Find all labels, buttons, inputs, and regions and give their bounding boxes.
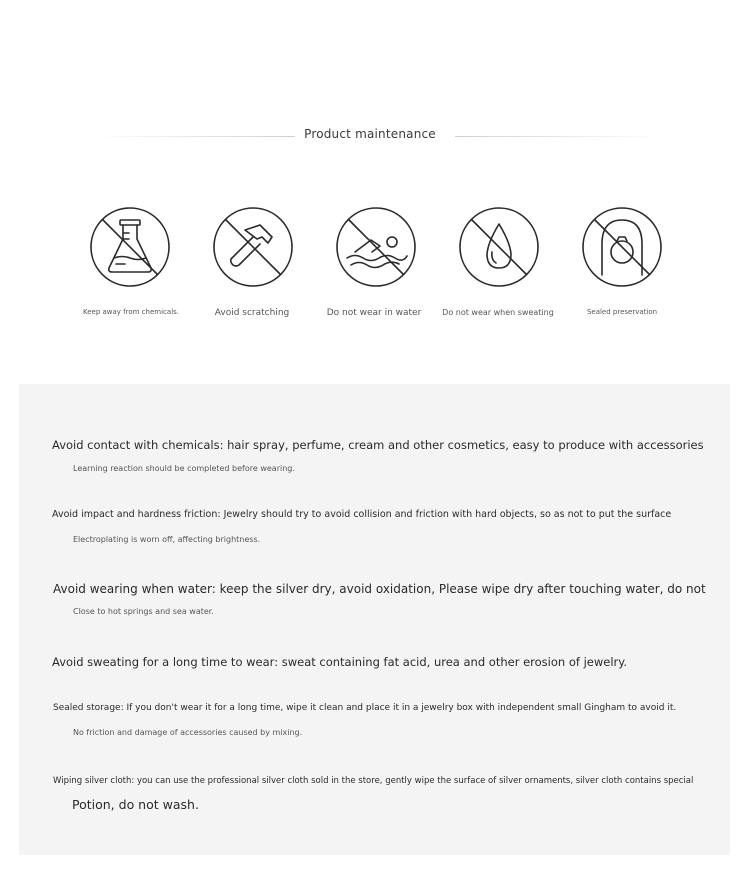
tip-silver-cloth-detail: Potion, do not wash. [72,797,199,812]
tip-water-detail: Close to hot springs and sea water. [73,607,214,616]
tip-water: Avoid wearing when water: keep the silver dry, avoid oxidation, Please wipe dry after touching water, do not [53,582,706,596]
tip-impact-detail: Electroplating is worn off, affecting brightness. [73,535,261,544]
icon-label-water: Do not wear in water [326,308,422,318]
icon-label-sealed: Sealed preservation [586,308,658,316]
page-title: Product maintenance [304,127,436,141]
tip-impact: Avoid impact and hardness friction: Jewelry should try to avoid collision and friction with hard objects, so as not to put the surface [52,509,672,520]
no-chemicals-flask-icon [89,206,171,288]
icon-label-sweating: Do not wear when sweating [442,308,554,317]
title-divider-right [455,136,660,137]
tip-chemicals-detail: Learning reaction should be completed before wearing. [73,464,295,473]
tip-sealed-storage-detail: No friction and damage of accessories caused by mixing. [73,728,303,737]
no-sweat-drop-icon [458,206,540,288]
tip-silver-cloth: Wiping silver cloth: you can use the professional silver cloth sold in the store, gently wipe the surface of silver ornaments, silver cloth contains special [53,776,694,786]
section-title-row [0,126,750,146]
no-swimming-icon [335,206,417,288]
tip-sweating: Avoid sweating for a long time to wear: sweat containing fat acid, urea and other erosion of jewelry. [52,655,628,669]
icon-label-scratching: Avoid scratching [214,308,290,318]
sealed-ring-box-icon [581,206,663,288]
no-hammer-icon [212,206,294,288]
tip-chemicals: Avoid contact with chemicals: hair spray, perfume, cream and other cosmetics, easy to produce with accessories [52,438,704,452]
tip-sealed-storage: Sealed storage: If you don't wear it for a long time, wipe it clean and place it in a jewelry box with independent small Gingham to avoid it. [53,703,677,713]
icon-label-chemicals: Keep away from chemicals. [82,308,180,316]
